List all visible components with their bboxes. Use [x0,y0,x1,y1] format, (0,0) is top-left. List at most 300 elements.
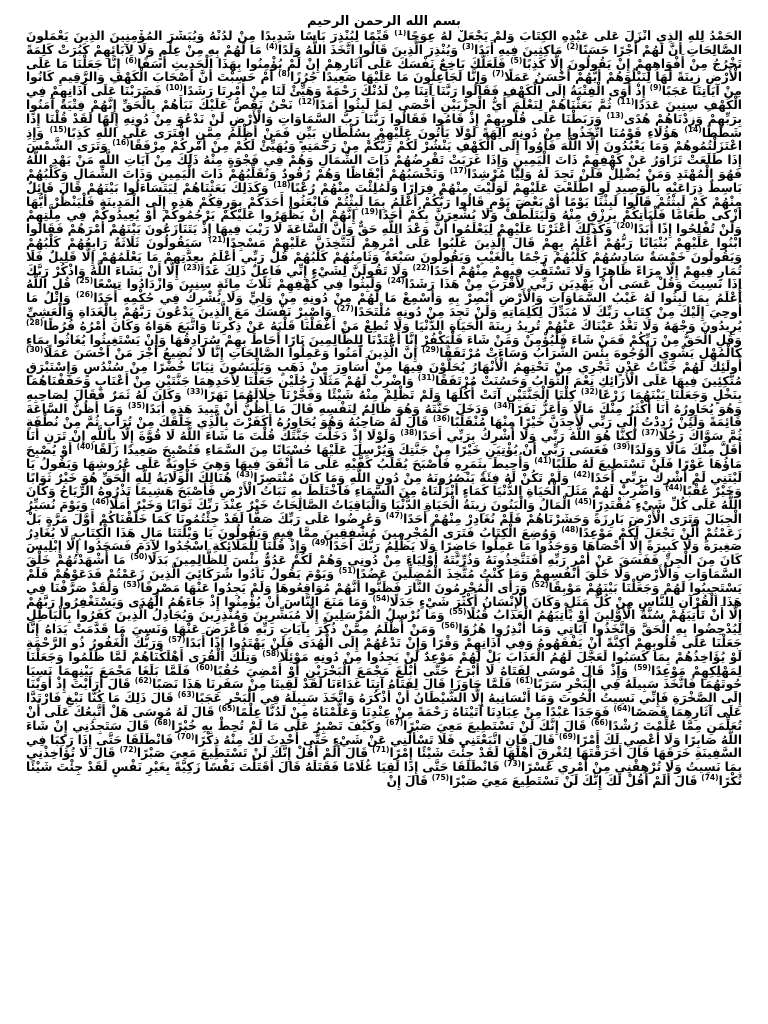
verse [183,264,408,278]
verse-number-close: ) [112,138,116,148]
verse-number-open: ( [587,469,591,479]
verse-number-close: ) [534,455,538,465]
verse-text: قَالَ لَا تُؤَاخِذْنِي بِمَا نَسِيتُ وَلَا تُرْهِقْنِي مِنْ أَمْرِي عُسْرًا [26,746,742,775]
verse-number: 64 [616,703,628,713]
verse-text: وَيُنْذِرَ الَّذِينَ قَالُوا اتَّخَذَ اللَّهُ وَلَدًا [277,42,459,57]
verse-number-open: ( [548,455,552,465]
verse-number-close: ) [76,441,81,451]
verse-number: 31 [421,372,432,382]
verse-text: وَأُحِيطَ بِثَمَرِهِ فَأَصْبَحَ يُقَلِّبُ كَفَّيْهِ عَلَى مَا أَنْفَقَ فِيهَا وَهِيَ خَاوِيَةٌ عَلَى عُرُوشِهَا وَيَقُولُ يَا لَيْتَنِي لَمْ أُشْرِكْ بِرَبِّي أَحَدًا [26,456,742,485]
verse-number-close: ) [183,262,187,272]
verse-number-open: ( [232,703,236,713]
verse-number: 65 [221,703,233,713]
verse-number: 72 [123,745,134,755]
verse-number: 14 [687,124,699,134]
verse-number-open: ( [575,41,579,51]
verse-number: 13 [609,110,621,120]
verse-text: مَاكِثِينَ فِيهِ أَبَدًا [474,42,563,57]
verse-number-open: ( [352,566,356,576]
verse-number-close: ) [613,703,617,713]
verse-number-open: ( [402,30,407,37]
verse-text: قَالَ سَتَجِدُنِي إِنْ شَاءَ اللَّهُ صَابِرًا وَلَا أَعْصِي لَكَ أَمْرًا [26,718,742,747]
verse-text: مَا لَهُمْ بِهِ مِنْ عِلْمٍ وَلَا لِآبَائِهِمْ كَبُرَتْ كَلِمَةً تَخْرُجُ مِنْ أَفْوَاهِهِمْ إِنْ يَقُولُونَ إِلَّا كَذِبًا [26,42,742,71]
verse-text: وَتَحْسَبُهُمْ أَيْقَاظًا وَهُمْ رُقُودٌ وَنُقَلِّبُهُمْ ذَاتَ الْيَمِينِ وَذَاتَ الشِّمَالِ وَكَلْبُهُمْ بَاسِطٌ ذِرَاعَيْهِ بِالْوَصِيدِ لَوِ اطَّلَعْتَ عَلَيْهِمْ لَوَلَّيْتَ مِنْهُمْ فِرَارًا وَلَمُلِئْتَ مِنْهُمْ رُعْبًا [26,166,742,195]
verse-number-open: ( [529,676,534,686]
verse-number: 62 [138,676,149,686]
verse-number: 41 [537,455,549,465]
verse-number-open: ( [658,83,662,93]
verse-number: 36 [436,414,447,424]
verse-number: 44 [668,483,680,493]
verse-number-close: ) [372,745,376,755]
verse-number: 18 [276,179,288,189]
verse-text: أَوْ يُصْبِحَ مَاؤُهَا غَوْرًا فَلَنْ تَسْتَطِيعَ لَهُ طَلَبًا [26,442,742,471]
verse-number: 28 [29,317,40,327]
verse-number-open: ( [90,441,94,451]
verse [218,705,609,719]
verse-text: كِلْتَا الْجَنَّتَيْنِ آتَتْ أُكُلَهَا وَلَمْ تَظْلِمْ مِنْهُ شَيْئًا وَفَجَّرْنَا خِلَالَهُمَا نَهَرًا [203,387,576,402]
verse-number: 10 [169,83,180,93]
verse-text: وَإِذْ قَالَ مُوسَى لِفَتَاهُ لَا أَبْرَحُ حَتَّى أَبْلُغَ مَجْمَعَ الْبَحْرَيْنِ أَوْ أَمْضِيَ حُقُبًا [213,663,629,678]
verse-number-close: ) [558,731,563,741]
verse-number: 3 [465,41,471,51]
verse-number-open: ( [325,538,329,548]
verse-number-close: ) [573,469,577,479]
verse-text: قَيِّمًا لِيُنْذِرَ بَأْسًا شَدِيدًا مِنْ لَدُنْهُ وَيُبَشِّرَ الْمُؤْمِنِينَ الَّذِينَ يَعْمَلُونَ الصَّالِحَاتِ أَنَّ لَهُمْ أَجْرًا حَسَنًا [26,30,742,57]
verse-number: 26 [79,290,90,300]
verse-text: قَالَ أَرَأَيْتَ إِذْ أَوَيْنَا إِلَى الصَّخْرَةِ فَإِنِّي نَسِيتُ الْحُوتَ وَمَا أَنْسَانِيهُ إِلَّا الشَّيْطَانُ أَنْ أَذْكُرَهُ وَاتَّخَذَ سَبِيلَهُ فِي الْبَحْرِ عَجَبًا [26,677,742,706]
verse-number: 54 [375,593,387,603]
verse [387,774,428,788]
verse [120,746,368,760]
verse-number: 38 [403,428,415,438]
verse-number: 58 [265,648,277,658]
verse-number-close: ) [633,662,638,672]
verse-number-open: ( [39,345,44,355]
verse-number: 42 [576,469,588,479]
verse-number-close: ) [165,83,170,93]
verse-number-open: ( [401,276,405,286]
verse-number-close: ) [493,400,497,410]
verse-text: أَمْ حَسِبْتَ أَنَّ أَصْحَابَ الْكَهْفِ وَالرَّقِيمِ كَانُوا مِنْ آيَاتِنَا عَجَبًا [26,70,742,99]
verse-number-close: ) [336,303,340,313]
verse-number-open: ( [462,607,467,617]
verse-number-close: ) [531,579,535,589]
verse-number-close: ) [278,69,282,79]
verse-number-close: ) [684,124,688,134]
verse-number-open: ( [620,110,624,120]
verse-number: 52 [534,579,546,589]
verse-number: 49 [314,538,326,548]
verse-number: 56 [444,621,455,631]
verse-number-open: ( [274,41,278,51]
verse-number-open: ( [133,745,137,755]
verse-number: 51 [342,566,353,576]
verse-number-open: ( [507,400,511,410]
verse-text: وَدَخَلَ جَنَّتَهُ وَهُوَ ظَالِمٌ لِنَفْسِهِ قَالَ مَا أَظُنُّ أَنْ تَبِيدَ هَذِهِ أَبَدًا [145,401,489,416]
verse-number-open: ( [426,262,430,272]
verse-text: وَاضْرِبْ لَهُمْ مَثَلَ الْحَيَاةِ الدُّنْيَا كَمَاءٍ أَنْزَلْنَاهُ مِنَ السَّمَاءِ فَاخْتَلَطَ بِهِ نَبَاتُ الْأَرْضِ فَأَصْبَحَ هَشِيمًا تَذْرُوهُ الرِّيَاحُ وَكَانَ اللَّهُ عَلَى كُلِّ شَيْءٍ مُقْتَدِرًا [26,484,742,513]
verse-number-open: ( [399,510,404,520]
verse-text: قَالَ إِنَّكَ لَنْ تَسْتَطِيعَ مَعِيَ صَبْرًا [403,718,587,733]
verse-text: إِنَّهُمْ إِنْ يَظْهَرُوا عَلَيْكُمْ يَرْجُمُوكُمْ أَوْ يُعِيدُوكُمْ فِي مِلَّتِهِمْ وَلَنْ تُفْلِحُوا إِذًا أَبَدًا [26,208,742,237]
verse-text: قَالَ أَلَمْ أَقُلْ إِنَّكَ لَنْ تَسْتَطِيعَ مَعِيَ صَبْرًا [136,746,369,761]
verse-number-open: ( [191,690,195,700]
verse-number-close: ) [432,414,437,424]
verse-number: 19 [364,207,375,217]
verse-number-open: ( [144,552,148,562]
verse [50,126,679,140]
verse-number-open: ( [276,648,280,658]
verse [123,581,527,595]
verse-number-close: ) [91,497,96,507]
verse-number: 67 [389,717,400,727]
verse-text: فَلَمَّا بَلَغَا مَجْمَعَ بَيْنِهِمَا نَسِيَا حُوتَهُمَا فَاتَّخَذَ سَبِيلَهُ فِي الْبَحْرِ سَرَبًا [26,663,742,692]
verse-number: 15 [53,124,64,134]
verse-number: 9 [653,83,659,93]
verse-number-open: ( [311,96,316,106]
verse-text: وَكَانَ لَهُ ثَمَرٌ فَقَالَ لِصَاحِبِهِ وَهُوَ يُحَاوِرُهُ أَنَا أَكْثَرُ مِنْكَ مَالًا وَأَعَزُّ نَفَرًا [26,387,742,416]
verse-number-open: ( [500,69,505,79]
verse-number: 23 [186,262,197,272]
verse-number-close: ) [421,345,426,355]
verse-number-close: ) [168,635,172,644]
verse-number: 50 [133,552,145,562]
verse-text: وَرَأَى الْمُجْرِمُونَ النَّارَ فَظَنُّوا أَنَّهُمْ مُوَاقِعُوهَا وَلَمْ يَجِدُوا عَنْهَا مَصْرِفًا [140,580,528,595]
verse [26,346,417,360]
verse-text: وَكَذَلِكَ بَعَثْنَاهُمْ لِيَتَسَاءَلُوا بَيْنَهُمْ قَالَ قَائِلٌ مِنْهُمْ كَمْ لَبِثْتُمْ قَالُوا لَبِثْنَا يَوْمًا أَوْ بَعْضَ يَوْمٍ قَالُوا رَبُّكُمْ أَعْلَمُ بِمَا لَبِثْتُمْ فَابْعَثُوا أَحَدَكُمْ بِوَرِقِكُمْ هَذِهِ إِلَى الْمَدِينَةِ فَلْيَنْظُرْ أَيُّهَا أَزْكَى طَعَامًا فَلْيَأْتِكُمْ بِرِزْقٍ مِنْهُ وَلْيَتَلَطَّفْ وَلَا يُشْعِرَنَّ بِكُمْ أَحَدًا [26,180,742,223]
verse-number-open: ( [222,234,226,244]
verse-number: 17 [453,165,464,175]
verse-number-open: ( [630,96,635,106]
verse-number-open: ( [575,524,579,534]
verse-text: هُنَالِكَ الْوَلَايَةُ لِلَّهِ الْحَقِّ هُوَ خَيْرٌ ثَوَابًا وَخَيْرٌ عُقْبًا [26,470,742,499]
verse-number: 63 [181,690,192,700]
verse-number-open: ( [141,400,146,410]
verse-text: وَاضْرِبْ لَهُمْ مَثَلًا رَجُلَيْنِ جَعَلْنَا لِأَحَدِهِمَا جَنَّتَيْنِ مِنْ أَعْنَابٍ وَحَفَفْنَاهُمَا بِنَخْلٍ وَجَعَلْنَا بَيْنَهُمَا زَرْعًا [26,373,742,402]
verse-number: 21 [211,234,223,244]
verse-number: 66 [594,717,605,727]
verse-number-close: ) [431,772,436,782]
verse [266,43,458,57]
verse-number-open: ( [209,662,214,672]
verse-text: وَمَنْ أَظْلَمُ مِمَّنْ ذُكِّرَ بِآيَاتِ رَبِّهِ فَأَعْرَضَ عَنْهَا وَنَسِيَ مَا قَدَّمَتْ يَدَاهُ إِنَّا جَعَلْنَا عَلَى قُلُوبِهِمْ أَكِنَّةً أَنْ يَفْقَهُوهُ وَفِي آذَانِهِمْ وَقْرًا وَإِنْ تَدْعُهُمْ إِلَى الْهُدَى فَلَنْ يَهْتَدُوا إِذًا أَبَدًا [26,622,742,651]
verse-number-open: ( [454,621,459,631]
verse-number-open: ( [399,717,404,727]
verse-number-close: ) [580,386,585,396]
verse-text: قَالَ لَهُ صَاحِبُهُ وَهُوَ يُحَاوِرُهُ أَكَفَرْتَ بِالَّذِي خَلَقَكَ مِنْ تُرَابٍ ثُمَّ مِنْ نُطْفَةٍ ثُمَّ سَوَّاكَ رَجُلًا [26,415,742,444]
verse-text: وَإِذْ قُلْنَا لِلْمَلَائِكَةِ اسْجُدُوا لِآدَمَ فَسَجَدُوا إِلَّا إِبْلِيسَ كَانَ مِنَ الْجِنِّ فَفَسَقَ عَنْ أَمْرِ رَبِّهِ أَفَتَتَّخِذُونَهُ وَذُرِّيَّتَهُ أَوْلِيَاءَ مِنْ دُونِي وَهُمْ لَكُمْ عَدُوٌّ بِئْسَ لِلظَّالِمِينَ بَدَلًا [26,539,742,568]
verse-text: وَإِنَّا لَجَاعِلُونَ مَا عَلَيْهَا صَعِيدًا جُرُزًا [290,70,488,85]
verse-number-close: ) [590,717,595,727]
verse-text: قَالَ فَإِنِ اتَّبَعْتَنِي فَلَا تَسْأَلْنِي عَنْ شَيْءٍ حَتَّى أُحْدِثَ لَكَ مِنْهُ ذِكْرًا [194,732,556,747]
verse-number-close: ) [262,648,266,658]
verse-number: 73 [507,759,518,769]
verse-number-open: ( [179,83,183,93]
verse [432,774,698,788]
verse-number-open: ( [200,386,204,396]
verse-number-close: ) [127,400,132,410]
verse-number: 1 [397,30,403,37]
verse-text: الْحَمْدُ لِلَّهِ الَّذِي أَنْزَلَ عَلَى عَبْدِهِ الْكِتَابَ وَلَمْ يَجْعَلْ لَهُ عِوَجًا [406,30,742,43]
verse-number-close: ) [218,703,222,713]
verse-number-open: ( [286,69,291,79]
verse-number-close: ) [616,221,620,231]
verse-text: وَتَرَى الشَّمْسَ إِذَا طَلَعَتْ تَزَاوَرُ عَنْ كَهْفِهِمْ ذَاتَ الْيَمِينِ وَإِذَا غَرَبَتْ تَقْرِضُهُمْ ذَاتَ الشِّمَالِ وَهُمْ فِي فَجْوَةٍ مِنْهُ ذَلِكَ مِنْ آيَاتِ اللَّهِ مَنْ يَهْدِ اللَّهُ فَهُوَ الْمُهْتَدِ وَمَنْ يُضْلِلْ فَلَنْ تَجِدَ لَهُ وَلِيًّا مُرْشِدًا [26,139,742,181]
verse-text: وَعُرِضُوا عَلَى رَبِّكَ صَفًّا لَقَدْ جِئْتُمُونَا كَمَا خَلَقْنَاكُمْ أَوَّلَ مَرَّةٍ بَلْ زَعَمْتُمْ أَلَّنْ نَجْعَلَ لَكُمْ مَوْعِدًا [26,511,742,540]
verse-number-close: ) [236,469,240,479]
verse-number: 46 [95,497,106,507]
verse-number-open: ( [679,483,683,493]
verse-number-close: ) [298,96,302,106]
verse-text: إِنَّا جَعَلْنَا مَا عَلَى الْأَرْضِ زِينَةً لَهَا لِنَبْلُوَهُمْ أَيُّهُمْ أَحْسَنُ عَمَلًا [26,56,742,85]
verse-number: 34 [497,400,508,410]
verse-number-open: ( [445,772,450,782]
verse-number-open: ( [190,731,195,741]
verse-number-open: ( [715,772,719,782]
verse-text: إِلَّا أَنْ يَشَاءَ اللَّهُ وَاذْكُرْ رَبَّكَ إِذَا نَسِيتَ وَقُلْ عَسَى أَنْ يَهْدِيَنِ رَبِّي لِأَقْرَبَ مِنْ هَذَا رَشَدًا [26,263,742,292]
verse-number: 60 [199,662,210,672]
verse-number-close: ) [394,30,398,37]
verse-number-open: ( [604,717,609,727]
verse-number: 32 [584,386,595,396]
verse-number: 70 [180,731,191,741]
verse-number-close: ) [119,745,124,755]
verse-number-close: ) [177,690,182,700]
verse-number: 47 [389,510,400,520]
verse-number-close: ) [616,96,621,106]
verse-text: هَؤُلَاءِ قَوْمُنَا اتَّخَذُوا مِنْ دُونِهِ آلِهَةً لَوْلَا يَأْتُونَ عَلَيْهِمْ بِسُلْطَانٍ بَيِّنٍ فَمَنْ أَظْلَمُ مِمَّنِ افْتَرَى عَلَى اللَّهِ كَذِبًا [66,125,679,140]
verse-number-close: ) [503,759,508,769]
verse-number: 4 [269,41,275,51]
verse-number-open: ( [431,372,436,382]
verse-number: 33 [189,386,201,396]
verse-text: قَالَ أَلَمْ أَقُلْ لَكَ إِنَّكَ لَنْ تَسْتَطِيعَ مَعِيَ صَبْرًا [449,774,698,789]
verse [77,443,609,457]
verse-number-close: ) [208,234,212,244]
verse-number-close: ) [186,386,190,396]
verse-number-open: ( [594,386,599,396]
verse-number-open: ( [136,579,141,589]
verse-number-open: ( [148,676,153,686]
verse-text: وَإِذِ اعْتَزَلْتُمُوهُمْ وَمَا يَعْبُدُونَ إِلَّا اللَّهَ فَأْوُوا إِلَى الْكَهْفِ يَنْشُرْ لَكُمْ رَبُّكُمْ مِنْ رَحْمَتِهِ وَيُهَيِّئْ لَكُمْ مِنْ أَمْرِكُمْ مِرْفَقًا [26,125,742,154]
verse-number-close: ) [265,41,270,51]
verse-number: 7 [495,69,501,79]
verse-number-close: ) [400,428,404,438]
verse-number-open: ( [470,41,475,51]
verse-text: سَيَقُولُونَ ثَلَاثَةٌ رَابِعُهُمْ كَلْبُهُمْ وَيَقُولُونَ خَمْسَةٌ سَادِسُهُمْ كَلْبُهُمْ رَجْمًا بِالْغَيْبِ وَيَقُولُونَ سَبْعَةٌ وَثَامِنُهُمْ كَلْبُهُمْ قُلْ رَبِّي أَعْلَمُ بِعِدَّتِهِمْ مَا يَعْلَمُهُمْ إِلَّا قَلِيلٌ فَلَا تُمَارِ فِيهِمْ إِلَّا مِرَاءً ظَاهِرًا وَلَا تَسْتَفْتِ فِيهِمْ مِنْهُمْ أَحَدًا [26,235,742,278]
verse-number-close: ) [26,317,30,327]
verse-text: وَلَمْ تَكُنْ لَهُ فِئَةٌ يَنْصُرُونَهُ مِنْ دُونِ اللَّهِ وَمَا كَانَ مُنْتَصِرًا [253,470,569,485]
verse [278,70,488,84]
verse [125,57,506,71]
verse [166,84,646,98]
verse-text: نَحْنُ نَقُصُّ عَلَيْكَ نَبَأَهُمْ بِالْحَقِّ إِنَّهُمْ فِتْيَةٌ آمَنُوا بِرَبِّهِمْ وَزِدْنَاهُمْ هُدًى [26,97,742,126]
verse-number-open: ( [545,579,549,589]
verse-number-open: ( [572,731,577,741]
verse-text: وَاصْبِرْ نَفْسَكَ مَعَ الَّذِينَ يَدْعُونَ رَبَّهُمْ بِالْغَدَاةِ وَالْعَشِيِّ يُرِيدُونَ وَجْهَهُ وَلَا تَعْدُ عَيْنَاكَ عَنْهُمْ تُرِيدُ زِينَةَ الْحَيَاةِ الدُّنْيَا وَلَا تُطِعْ مَنْ أَغْفَلْنَا قَلْبَهُ عَنْ ذِكْرِنَا وَاتَّبَعَ هَوَاهُ وَكَانَ أَمْرُهُ فُرُطًا [26,304,742,333]
verse-text: وَكَيْفَ تَصْبِرُ عَلَى مَا لَمْ تُحِطْ بِهِ خُبْرًا [171,718,382,733]
verse-number-open: ( [414,428,418,438]
verse-text: الْمَالُ وَالْبَنُونَ زِينَةُ الْحَيَاةِ الدُّنْيَا وَالْبَاقِيَاتُ الصَّالِحَاتُ خَيْرٌ عِنْدَ رَبِّكَ ثَوَابًا وَخَيْرٌ أَمَلًا [109,498,571,513]
verse-text: فَلَعَلَّكَ بَاخِعٌ نَفْسَكَ عَلَى آثَارِهِمْ إِنْ لَمْ يُؤْمِنُوا بِهَذَا الْحَدِيثِ أَسَفًا [137,56,506,71]
verse-number-open: ( [167,717,172,727]
verse-number-close: ) [130,552,134,562]
verse-number-open: ( [626,441,631,451]
verse-number-close: ) [360,207,365,217]
verse-text: وَوُضِعَ الْكِتَابُ فَتَرَى الْمُجْرِمِينَ مُشْفِقِينَ مِمَّا فِيهِ وَيَقُولُونَ يَا وَيْلَتَنَا مَالِ هَذَا الْكِتَابِ لَا يُغَادِرُ صَغِيرَةً وَلَا كَبِيرَةً إِلَّا أَحْصَاهَا وَوَجَدُوا مَا عَمِلُوا حَاضِرًا وَلَا يَظْلِمُ رَبُّكَ أَحَدًا [26,525,742,554]
verse-number: 22 [415,262,427,272]
verse-number-close: ) [462,41,466,51]
verse-number-close: ) [26,345,30,355]
verse-number: 11 [620,96,631,106]
verse-number-close: ) [649,83,654,93]
verse-number-close: ) [641,428,645,438]
verse-number-open: ( [386,593,390,603]
verse [236,471,569,485]
verse-number-close: ) [387,276,391,286]
verse-number: 40 [80,441,91,451]
verse-text: قَالَ ذَلِكَ مَا كُنَّا نَبْغِ فَارْتَدَّا عَلَى آثَارِهِمَا قَصَصًا [26,691,742,720]
verse-number-close: ) [153,717,158,727]
verse-text: فَانْطَلَقَا حَتَّى إِذَا رَكِبَا فِي السَّفِينَةِ خَرَقَهَا قَالَ أَخَرَقْتَهَا لِتُغْرِقَ أَهْلَهَا لَقَدْ جِئْتَ شَيْئًا إِمْرًا [26,732,742,761]
verse-number: 30 [29,345,40,355]
verse [76,277,382,291]
verse-number-close: ) [76,290,80,300]
verse-number-close: ) [49,124,54,134]
verse-number-open: ( [182,635,186,644]
verse [177,733,555,747]
verse-number-open: ( [374,207,379,217]
page-title: بسم الله الرحمن الرحيم [307,14,461,29]
verse-number: 74 [704,772,716,782]
verse-number-close: ) [125,55,129,65]
verse-number-open: ( [350,303,354,313]
verse-text: وَتِلْكَ الْقُرَى أَهْلَكْنَاهُمْ لَمَّا ظَلَمُوا وَجَعَلْنَا لِمَهْلِكِهِمْ مَوْعِدًا [26,649,742,678]
verse-number: 57 [171,635,182,644]
verse-text: مَا أَشْهَدْتُهُمْ خَلْقَ السَّمَاوَاتِ وَالْأَرْضِ وَلَا خَلْقَ أَنْفُسِهِمْ وَمَا كُنْتُ مُتَّخِذَ الْمُضِلِّينَ عَضُدًا [26,553,742,582]
verse-number: 25 [79,276,90,286]
verse-number: 43 [239,469,250,479]
verse-text: إِنَّ الَّذِينَ آمَنُوا وَعَمِلُوا الصَّالِحَاتِ إِنَّا لَا نُضِيعُ أَجْرَ مَنْ أَحْسَنَ عَمَلًا [43,346,418,361]
verse-number-close: ) [510,55,514,65]
verse-number: 48 [564,524,576,534]
verse-text: وَلَبِثُوا فِي كَهْفِهِمْ ثَلَاثَ مِائَةٍ سِنِينَ وَازْدَادُوا تِسْعًا [93,277,383,292]
verse-text: وَاتْلُ مَا أُوحِيَ إِلَيْكَ مِنْ كِتَابِ رَبِّكَ لَا مُبَدِّلَ لِكَلِمَاتِهِ وَلَنْ تَجِدَ مِنْ دُونِهِ مُلْتَحَدًا [26,291,742,319]
verse-number-close: ) [665,483,669,493]
verse-number-close: ) [385,510,390,520]
verse-number: 5 [513,55,519,65]
verse-number-open: ( [249,469,254,479]
verse-text: فَضَرَبْنَا عَلَى آذَانِهِمْ فِي الْكَهْفِ سِنِينَ عَدَدًا [26,84,742,112]
verse-number-close: ) [574,497,579,507]
verse-number: 2 [569,41,576,51]
verse-text: وَرَبُّكَ الْغَفُورُ ذُو الرَّحْمَةِ لَوْ يُؤَاخِذُهُمْ بِمَا كَسَبُوا لَعَجَّلَ لَهُمُ الْعَذَابَ بَلْ لَهُمْ مَوْعِدٌ لَنْ يَجِدُوا مِنْ دُونِهِ مَوْئِلًا [26,636,742,664]
verse-number-close: ) [701,772,705,782]
verse-number-open: ( [627,703,631,713]
verse-text: أُولَئِكَ لَهُمْ جَنَّاتُ عَدْنٍ تَجْرِي مِنْ تَحْتِهِمُ الْأَنْهَارُ يُحَلَّوْنَ فِيهَا مِنْ أَسَاوِرَ مِنْ ذَهَبٍ وَيَلْبَسُونَ ثِيَابًا خُضْرًا مِنْ سُنْدُسٍ وَإِسْتَبْرَقٍ مُتَّكِئِينَ فِيهَا عَلَى الْأَرَائِكِ نِعْمَ الثَّوَابُ وَحَسُنَتْ مُرْتَفَقًا [26,360,742,388]
verse-text: وَكَذَلِكَ أَعْثَرْنَا عَلَيْهِمْ لِيَعْلَمُوا أَنَّ وَعْدَ اللَّهِ حَقٌّ وَأَنَّ السَّاعَةَ لَا رَيْبَ فِيهَا إِذْ يَتَنَازَعُونَ بَيْنَهُمْ أَمْرَهُمْ فَقَالُوا ابْنُوا عَلَيْهِمْ بُنْيَانًا رَبُّهُمْ أَعْلَمُ بِهِمْ قَالَ الَّذِينَ غَلَبُوا عَلَى أَمْرِهِمْ لَنَتَّخِذَنَّ عَلَيْهِمْ مَسْجِدًا [26,222,742,250]
verse-number-close: ) [338,566,343,576]
verse-number-open: ( [89,290,94,300]
verse-body [26,30,742,1015]
verse-number-open: ( [89,276,94,286]
verse-number-open: ( [39,317,44,327]
verse-number-close: ) [385,717,390,727]
verse-number-open: ( [386,745,390,755]
verse-text: قُلِ اللَّهُ أَعْلَمُ بِمَا لَبِثُوا لَهُ غَيْبُ السَّمَاوَاتِ وَالْأَرْضِ أَبْصِرْ بِهِ وَأَسْمِعْ مَا لَهُمْ مِنْ دُونِهِ مِنْ وَلِيٍّ وَلَا يُشْرِكُ فِي حُكْمِهِ أَحَدًا [26,277,742,306]
verse-number-open: ( [518,55,523,65]
verse-number-open: ( [133,55,138,65]
verse-number-open: ( [463,165,468,175]
verse-text: وَلَا تَقُولَنَّ لِشَيْءٍ إِنِّي فَاعِلٌ ذَلِكَ غَدًا [200,263,409,278]
verse-number-open: ( [435,345,440,355]
verse-number: 20 [619,221,631,231]
verse-number: 75 [435,772,446,782]
verse-text: فَعَسَى رَبِّي أَنْ يُؤْتِيَنِ خَيْرًا مِنْ جَنَّتِكَ وَيُرْسِلَ عَلَيْهَا حُسْبَانًا مِنَ السَّمَاءِ فَتُصْبِحَ صَعِيدًا زَلَقًا [93,442,609,457]
verse-number-close: ) [75,276,80,286]
verse-text: وَيَوْمَ نُسَيِّرُ الْجِبَالَ وَتَرَى الْأَرْضَ بَارِزَةً وَحَشَرْنَاهُمْ فَلَمْ نُغَادِرْ مِنْهُمْ أَحَدًا [26,498,742,526]
verse-text: فَلَمَّا جَاوَزَا قَالَ لِفَتَاهُ آتِنَا غَدَاءَنَا لَقَدْ لَقِينَا مِنْ سَفَرِنَا هَذَا نَصَبًا [152,677,512,692]
verse-number-close: ) [441,621,445,631]
verse-text: ثُمَّ بَعَثْنَاهُمْ لِنَعْلَمَ أَيُّ الْحِزْبَيْنِ أَحْصَى لِمَا لَبِثُوا أَمَدًا [315,97,612,112]
verse-number-open: ( [446,414,451,424]
verse-number-open: ( [287,179,291,189]
verse-number: 68 [157,717,168,727]
verse-text: قَالَ إِنْ [386,774,429,789]
verse-number: 59 [637,662,648,672]
verse-number-open: ( [647,662,652,672]
verse-text: لَكِنَّا هُوَ اللَّهُ رَبِّي وَلَا أُشْرِكُ بِرَبِّي أَحَدًا [417,429,637,444]
verse-text: وَلَقَدْ صَرَّفْنَا فِي هَذَا الْقُرْآنِ لِلنَّاسِ مِنْ كُلِّ مَثَلٍ وَكَانَ الْإِنْسَانُ أَكْثَرَ شَيْءٍ جَدَلًا [26,580,742,609]
verse-number-open: ( [655,428,659,438]
verse-text: فَانْطَلَقَا حَتَّى إِذَا لَقِيَا غُلَامًا فَقَتَلَهُ قَالَ أَقَتَلْتَ نَفْسًا زَكِيَّةً بِغَيْرِ نَفْسٍ لَقَدْ جِئْتَ شَيْئًا نُكْرًا [26,760,742,789]
verse-number-open: ( [196,262,201,272]
verse-number-close: ) [561,524,565,534]
verse-number-close: ) [515,676,520,686]
verse-number-close: ) [273,179,277,189]
verse-number: 35 [131,400,142,410]
verse [187,388,577,402]
verse-text: وَقُلِ الْحَقُّ مِنْ رَبِّكُمْ فَمَنْ شَاءَ فَلْيُؤْمِنْ وَمَنْ شَاءَ فَلْيَكْفُرْ إِنَّا أَعْتَدْنَا لِلظَّالِمِينَ نَارًا أَحَاطَ بِهِمْ سُرَادِقُهَا وَإِنْ يَسْتَغِيثُوا يُغَاثُوا بِمَاءٍ كَالْمُهْلِ يَشْوِي الْوُجُوهَ بِئْسَ الشَّرَابُ وَسَاءَتْ مُرْتَفَقًا [26,332,742,361]
verse-number-close: ) [311,538,315,548]
verse-number-open: ( [588,497,592,507]
verse [386,719,587,733]
verse-number: 61 [519,676,530,686]
verse-number-close: ) [492,69,496,79]
verse-number-open: ( [126,138,130,148]
verse-number-close: ) [412,262,416,272]
verse-number: 71 [375,745,387,755]
verse-number-close: ) [177,731,181,741]
verse-text: وَرَبَطْنَا عَلَى قُلُوبِهِمْ إِذْ قَامُوا فَقَالُوا رَبُّنَا رَبُّ السَّمَاوَاتِ وَالْأَرْضِ لَنْ نَدْعُوَ مِنْ دُونِهِ إِلَهًا لَقَدْ قُلْنَا إِذًا شَطَطًا [26,111,742,140]
verse [298,98,612,112]
verse-number: 24 [390,276,402,286]
verse-number: 29 [425,345,436,355]
verse-number-close: ) [123,579,127,589]
verse-text: وَمَا نُرْسِلُ الْمُرْسَلِينَ إِلَّا مُبَشِّرِينَ وَمُنْذِرِينَ وَيُجَادِلُ الَّذِينَ كَفَرُوا بِالْبَاطِلِ لِيُدْحِضُوا بِهِ الْحَقَّ وَاتَّخَذُوا آيَاتِي وَمَا أُنْذِرُوا هُزُوًا [26,608,742,637]
verse-number-open: ( [630,221,634,231]
verse-number: 45 [578,497,589,507]
verse-number: 12 [301,96,312,106]
verse-number: 27 [339,303,351,313]
verse-number-open: ( [105,497,110,507]
verse-text: إِذْ أَوَى الْفِتْيَةُ إِلَى الْكَهْفِ فَقَالُوا رَبَّنَا آتِنَا مِنْ لَدُنْكَ رَحْمَةً وَهَيِّئْ لَنَا مِنْ أَمْرِنَا رَشَدًا [182,84,646,99]
verse [196,664,628,678]
verse-number-close: ) [134,676,139,686]
verse-number-close: ) [612,441,617,451]
verse-number-open: ( [517,759,522,769]
